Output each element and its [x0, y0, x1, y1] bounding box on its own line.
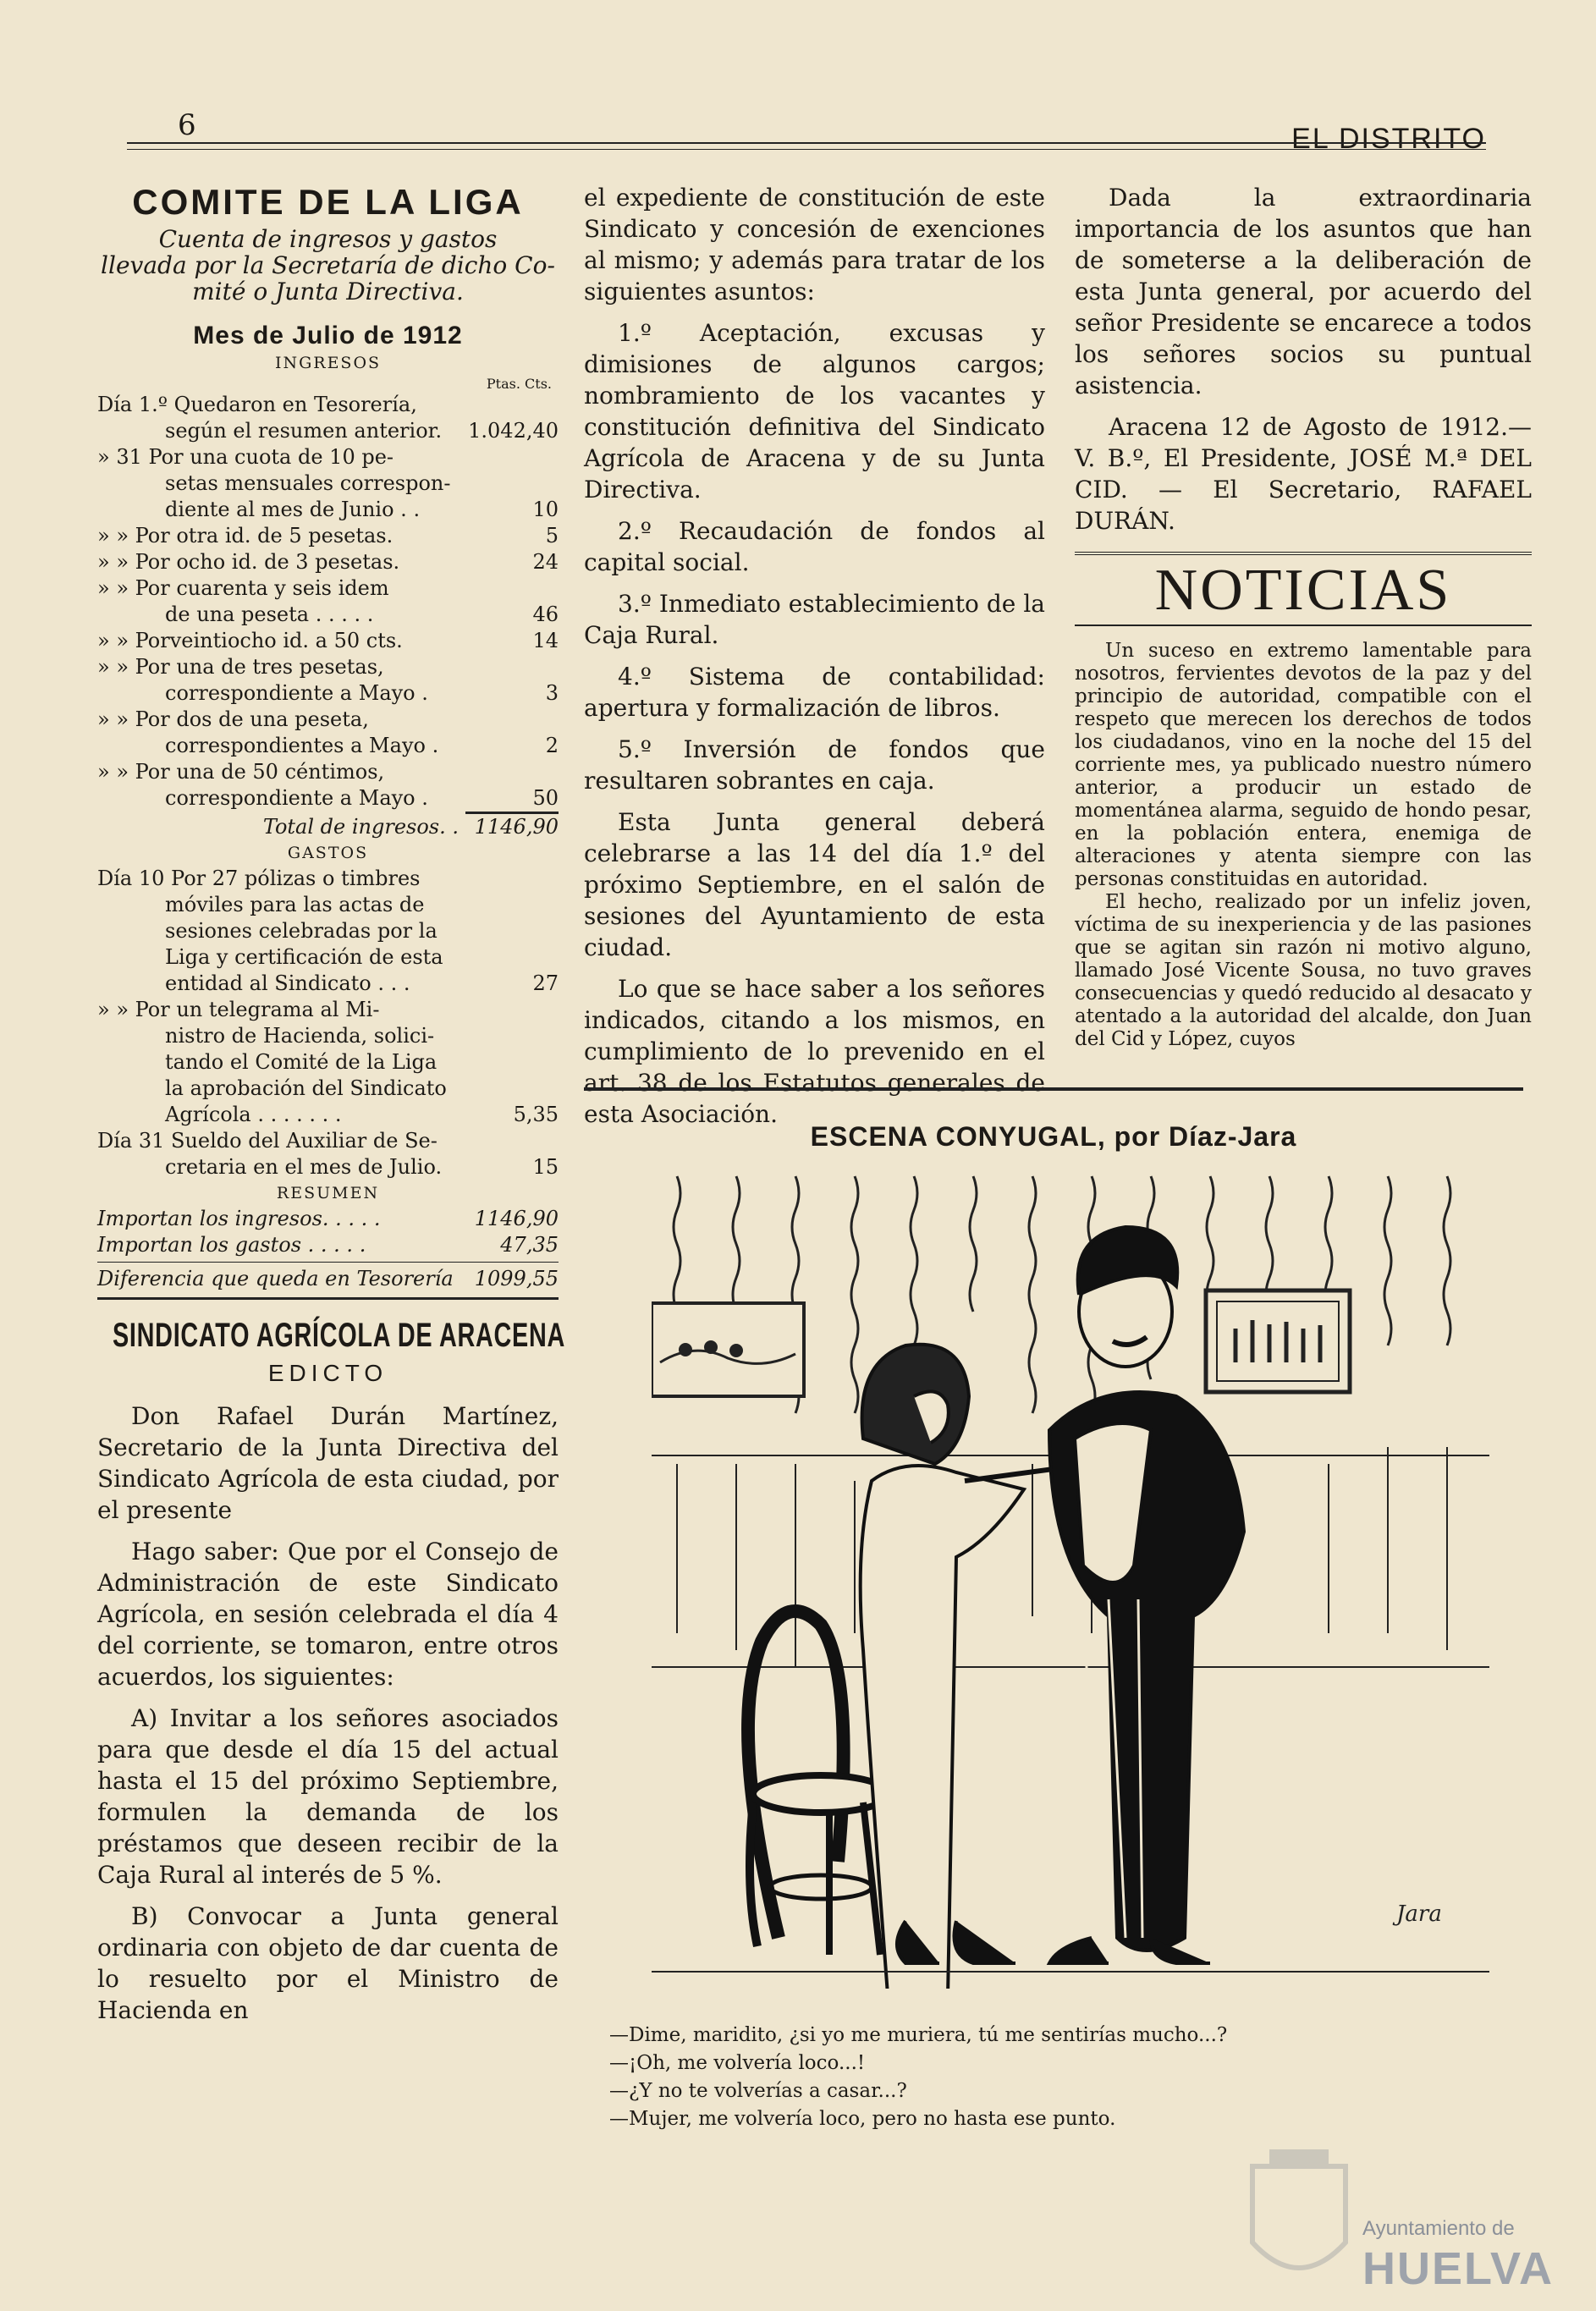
ledger-row [97, 785, 559, 812]
paragraph: el expediente de constitución de este Sindicato y concesión de exenciones al mismo; y además para tratar de los siguientes asuntos: [584, 184, 1045, 305]
ledger-row [97, 497, 559, 523]
ledger-row [97, 1049, 559, 1076]
ledger-row [97, 971, 559, 997]
ledger-amount: 5 [545, 524, 559, 547]
ledger-row [97, 997, 559, 1023]
divider [97, 1262, 559, 1263]
caption-line: —¡Oh, me volvería loco...! [609, 2052, 866, 2074]
paragraph: A) Invitar a los señores asociados para que desde el día 15 del actual hasta el 15 del próximo Septiembre, formulen la demanda de los préstamos que deseen recibir de la Caja Rural al interés de 5 %. [97, 1704, 559, 1889]
subtitle-line: Cuenta de ingresos y gastos [158, 225, 498, 253]
edicto-text [97, 1400, 559, 2026]
paragraph: 5.º Inversión de fondos que resultaren sobrantes en caja. [584, 735, 1045, 795]
divider [97, 1297, 559, 1300]
ledger-row [97, 918, 559, 944]
ledger-row [97, 1102, 559, 1128]
month-heading: Mes de Julio de 1912 [193, 322, 463, 349]
ptas-column-header: Ptas. Cts. [486, 376, 552, 392]
edicto-closing [1075, 182, 1532, 536]
resumen-list [97, 1206, 559, 1258]
ledger-description: móviles para las actas de [165, 893, 425, 916]
ledger-description: Importan los gastos . . . . . [97, 1233, 366, 1257]
ledger-amount: 14 [532, 629, 559, 652]
diferencia-value: 1099,55 [474, 1267, 559, 1290]
ledger-description: » » Por una de tres pesetas, [97, 655, 384, 679]
ledger-description: según el resumen anterior. [165, 419, 443, 443]
ledger-description: » » Por cuarenta y seis idem [97, 576, 389, 600]
ledger-row [97, 654, 559, 680]
ledger-description: Agrícola . . . . . . . [165, 1103, 342, 1126]
paragraph: B) Convocar a Junta general ordinaria con objeto de dar cuenta de lo resuelto por el Ministro de Hacienda en [97, 1902, 559, 2024]
ledger-amount: 10 [532, 498, 559, 521]
ledger-description: la aprobación del Sindicato [165, 1076, 447, 1100]
gastos-list [97, 866, 559, 1180]
newspaper-name: EL DISTRITO [1291, 123, 1486, 155]
ledger-row [97, 892, 559, 918]
ledger-row [97, 549, 559, 575]
ledger-description: » » Por un telegrama al Mi- [97, 998, 380, 1021]
ledger-row [97, 470, 559, 497]
comite-subtitle [97, 226, 559, 305]
paragraph: Dada la extraordinaria importancia de los asuntos que han de someterse a la deliberación de esta Junta general, por acuerdo del señor Presidente se encarece a todos los señores socios su puntual asistencia. [1075, 184, 1532, 399]
ledger-row [97, 759, 559, 785]
ledger-row [97, 733, 559, 759]
ledger-row [97, 1076, 559, 1102]
ledger-description: » » Por una de 50 céntimos, [97, 760, 385, 784]
ledger-amount: 50 [532, 786, 559, 810]
ledger-row [97, 1232, 559, 1258]
ledger-amount: 1.042,40 [468, 419, 559, 443]
ingresos-heading: INGRESOS [274, 354, 382, 372]
ingresos-list [97, 392, 559, 812]
ledger-row [97, 575, 559, 602]
ledger-description: Día 1.º Quedaron en Tesorería, [97, 393, 417, 416]
total-ingresos-label: Total de ingresos. . [262, 815, 459, 839]
ledger-amount: 24 [532, 550, 559, 574]
ledger-description: entidad al Sindicato . . . [165, 971, 410, 995]
ledger-description: Día 31 Sueldo del Auxiliar de Se- [97, 1129, 438, 1153]
ledger-row [97, 628, 559, 654]
ledger-description: setas mensuales correspon- [165, 471, 451, 495]
ledger-description: diente al mes de Junio . . [165, 498, 421, 521]
paragraph: Lo que se hace saber a los señores indicados, citando a los mismos, en cumplimiento de lo prevenido en el art. 38 de los Estatutos generales de esta Asociación. [584, 975, 1045, 1128]
paragraph: Un suceso en extremo lamentable para nosotros, fervientes devotos de la paz y del principio de autoridad, compatible con el respeto que merecen los derechos de todos los ciudadanos, vino en la noche del 15 del corriente mes, ya publicado nuestro número anterior, a producir un estado de momentánea alarma, seguido de hondo pesar, en la población entera, enemiga de alteraciones y atenta siempre con las personas constituidas en autoridad. [1075, 640, 1532, 890]
sindicato-title: SINDICATO AGRÍCOLA DE ARACENA [112, 1317, 566, 1354]
ledger-description: sesiones celebradas por la [165, 919, 438, 943]
header-rule-thin [127, 149, 1486, 150]
ledger-row [97, 1206, 559, 1232]
ledger-description: » » Por otra id. de 5 pesetas. [97, 524, 393, 547]
noticias-heading: NOTICIAS [1075, 552, 1532, 626]
watermark-line2: HUELVA [1362, 2243, 1554, 2294]
ledger-description: Liga y certificación de esta [165, 945, 443, 969]
ledger-description: » » Por dos de una peseta, [97, 707, 369, 731]
ledger-row [97, 418, 559, 444]
page-number: 6 [178, 108, 196, 142]
diferencia-row [97, 1266, 559, 1292]
ledger-description: Día 10 Por 27 pólizas o timbres [97, 867, 421, 890]
ledger-amount: 15 [532, 1155, 559, 1179]
paragraph: Aracena 12 de Agosto de 1912.— V. B.º, El Presidente, JOSÉ M.ª DEL CID. — El Secretario, RAFAEL DURÁN. [1075, 413, 1532, 535]
ledger-description: correspondiente a Mayo . [165, 681, 428, 705]
ledger-description: correspondientes a Mayo . [165, 734, 439, 757]
caption-line: —Mujer, me volvería loco, pero no hasta ese punto. [609, 2108, 1116, 2130]
ledger-row [97, 1128, 559, 1154]
column-middle [584, 182, 1045, 1140]
paragraph: Don Rafael Durán Martínez, Secretario de la Junta Directiva del Sindicato Agrícola de esta ciudad, por el presente [97, 1402, 559, 1524]
ledger-description: correspondiente a Mayo . [165, 786, 428, 810]
ledger-row [97, 707, 559, 733]
ledger-description: cretaria en el mes de Julio. [165, 1155, 443, 1179]
cartoon-rule [584, 1087, 1523, 1091]
watermark-line1: Ayuntamiento de [1362, 2217, 1515, 2240]
ledger-row [97, 1154, 559, 1180]
paragraph: 3.º Inmediato establecimiento de la Caja Rural. [584, 590, 1045, 649]
column-right [1075, 182, 1532, 1051]
gastos-heading: GASTOS [287, 844, 369, 862]
paragraph: 2.º Recaudación de fondos al capital social. [584, 517, 1045, 576]
ledger-amount: 47,35 [500, 1233, 559, 1257]
ledger-description: tando el Comité de la Liga [165, 1050, 438, 1074]
caption-line: —¿Y no te volverías a casar...? [609, 2080, 907, 2102]
cartoon-title: ESCENA CONYUGAL, por Díaz-Jara [810, 1121, 1297, 1152]
diferencia-label: Diferencia que queda en Tesorería [97, 1267, 454, 1290]
framed-picture-left [652, 1303, 804, 1396]
ledger-description: » » Porveintiocho id. a 50 cts. [97, 629, 403, 652]
total-ingresos-value: 1146,90 [474, 815, 559, 839]
noticias-text [1075, 640, 1532, 1051]
ledger-description: Importan los ingresos. . . . . [97, 1207, 381, 1230]
column-left [97, 182, 566, 2036]
ledger-amount: 27 [532, 971, 559, 995]
framed-picture-right [1206, 1290, 1350, 1392]
subtitle-line: llevada por la Secretaría de dicho Co- [101, 251, 555, 279]
resumen-heading: RESUMEN [276, 1184, 380, 1202]
paragraph: El hecho, realizado por un infeliz joven, víctima de su inexperiencia y de las pasiones que se agitan sin razón ni motivo alguno, llamado José Vicente Sousa, no tuvo graves consecuencias y quedó reducido al desacato y atentado a la autoridad del alcalde, don Juan del Cid y López, cuyos [1075, 891, 1532, 1050]
cartoon-illustration [652, 1159, 1489, 1989]
ledger-description: » » Por ocho id. de 3 pesetas. [97, 550, 400, 574]
ledger-row [97, 866, 559, 892]
paragraph: 1.º Aceptación, excusas y dimisiones de algunos cargos; nombramiento de los vacantes y constitución definitiva del Sindicato Agrícola de Aracena y de su Junta Directiva. [584, 319, 1045, 503]
paragraph: Esta Junta general deberá celebrarse a las 14 del día 1.º del próximo Septiembre, en el salón de sesiones del Ayuntamiento de esta ciudad. [584, 808, 1045, 961]
header-rule [127, 142, 1486, 144]
ledger-description: » 31 Por una cuota de 10 pe- [97, 445, 394, 469]
ledger-amount: 3 [545, 681, 559, 705]
cartoon-captions [609, 2022, 1523, 2134]
paragraph: Hago saber: Que por el Consejo de Administración de este Sindicato Agrícola, en sesión celebrada el día 4 del corriente, se tomaron, entre otros acuerdos, los siguientes: [97, 1538, 559, 1691]
subtitle-line: mité o Junta Directiva. [192, 278, 464, 305]
ledger-row [97, 392, 559, 418]
ledger-amount: 1146,90 [474, 1207, 559, 1230]
ledger-amount: 5,35 [513, 1103, 559, 1126]
edicto-continued [584, 182, 1045, 1130]
artist-signature: Jara [1396, 1901, 1442, 1927]
caption-line: —Dime, maridito, ¿si yo me muriera, tú me sentirías mucho...? [609, 2024, 1228, 2046]
ledger-row [97, 680, 559, 707]
ledger-row [97, 523, 559, 549]
ledger-description: de una peseta . . . . . [165, 603, 374, 626]
ledger-row [97, 602, 559, 628]
ledger-row [97, 944, 559, 971]
ledger-description: nistro de Hacienda, solici- [165, 1024, 435, 1048]
comite-title: COMITE DE LA LIGA [132, 182, 524, 222]
ledger-row [97, 1023, 559, 1049]
total-ingresos-row [97, 814, 559, 840]
paragraph: 4.º Sistema de contabilidad: apertura y formalización de libros. [584, 663, 1045, 722]
ledger-amount: 2 [545, 734, 559, 757]
ledger-amount: 46 [532, 603, 559, 626]
edicto-heading: EDICTO [267, 1360, 388, 1386]
ledger-row [97, 444, 559, 470]
